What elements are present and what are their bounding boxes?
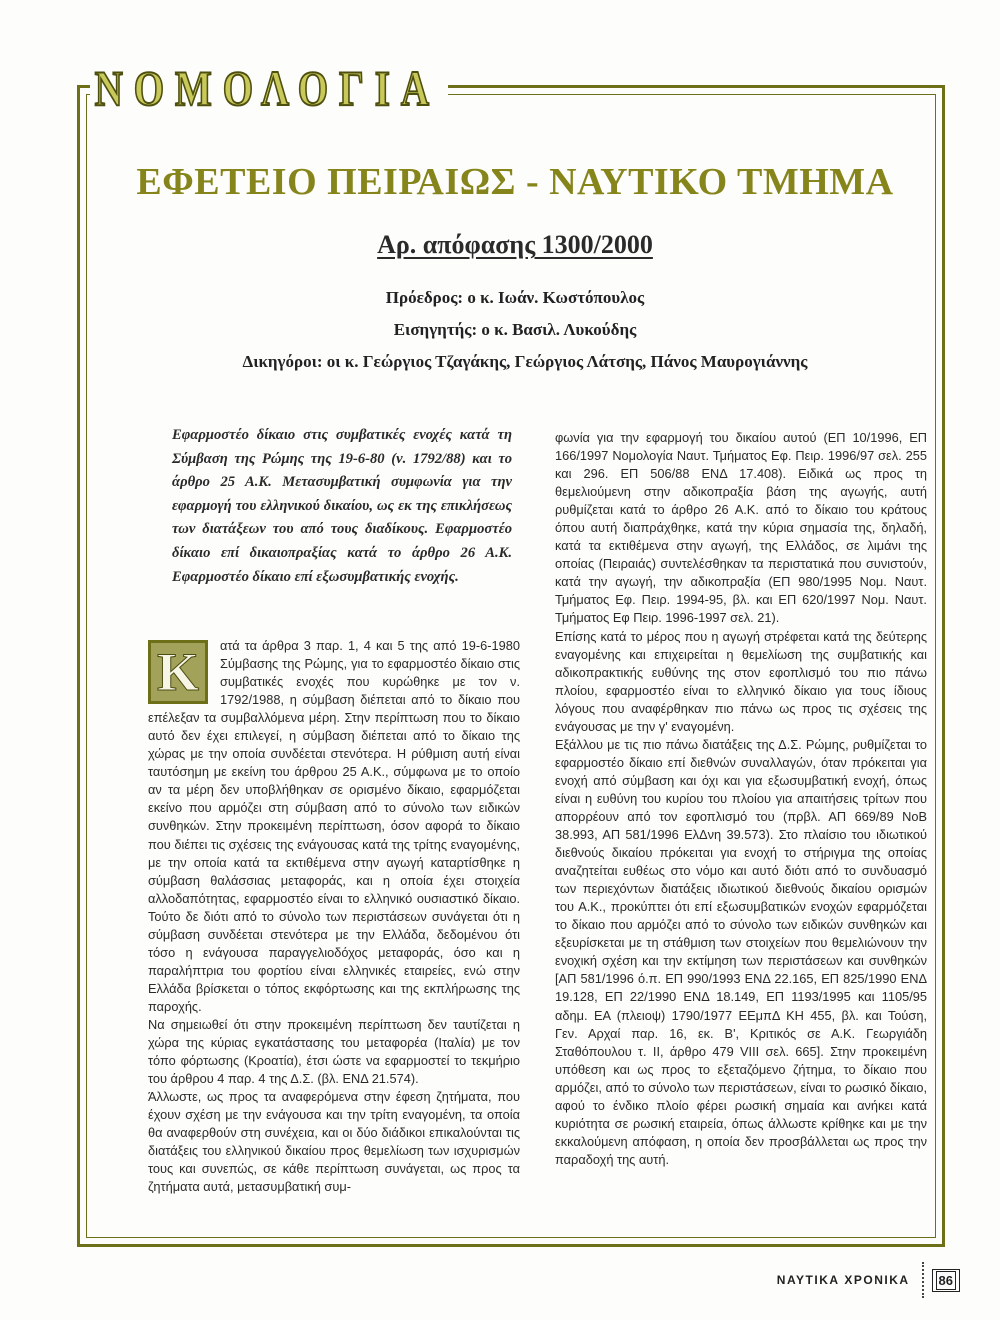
body-paragraph: Να σημειωθεί ότι στην προκειμένη περίπτωση δεν ταυτίζεται η χώρα της κύριας εγκατάστασης του μεταφορέα (Ιταλία) με τον τόπο φόρτωσης (Κροατία), έτσι ώστε να εφαρμοστεί το τεκμήριο του άρθρου 4 παρ. 4 της Δ.Σ. (βλ. ΕΝΔ 21.574).: [148, 1016, 520, 1087]
right-column: [555, 429, 927, 1169]
left-column: [148, 637, 520, 1196]
magazine-name: ΝΑΥΤΙΚΑ ΧΡΟΝΙΚΑ: [776, 1273, 910, 1287]
rapporteur-line: Εισηγητής: ο κ. Βασιλ. Λυκούδης: [393, 320, 637, 339]
court-composition: [100, 282, 930, 378]
body-paragraph: ατά τα άρθρα 3 παρ. 1, 4 και 5 της από 19-6-1980 Σύμβασης της Ρώμης, για το εφαρμοστέο δίκαιο στις συμβατικές ενοχές που κυρώθηκε με τον ν. 1792/1988, η σύμβαση διέπεται από το δίκαιο που επέλεξαν τα συμβαλλόμενα μέρη. Στην περίπτωση που το δίκαιο αυτό δεν έχει επιλεγεί, η σύμβαση διέπεται από το δίκαιο της χώρας με την οποία συνδέεται στενότερα. Η ρύθμιση αυτή είναι ταυτόσημη με εκείνη του άρθρου 25 Α.Κ., σύμφωνα με το οποίο αν τα μέρη δεν υποβλήθηκαν σε ορισμένο δίκαιο, εφαρμόζεται εκείνο που αρμόζει στη σύμβαση από το σύνολο των ειδικών συνθηκών. Στην προκειμένη περίπτωση, όσον αφορά το δίκαιο που διέπει τις σχέσεις της ενάγουσας κατά της τρίτης εναγομένης, με την οποία κατά τα εκτιθέμενα στην αγωγή καταρτίσθηκε η σύμβαση θαλάσσιας μεταφοράς, και η οποία έχει στοιχεία αλλοδαπότητας, εφαρμοστέο είναι το ελληνικό ουσιαστικό δίκαιο. Τούτο δε διότι από το σύνολο των περιστάσεων συνάγεται ότι η σύμβαση συνδέεται στενότερα με την Ελλάδα, δεδομένου ότι τόσο η ενάγουσα παραγγελιοδόχος μεταφοράς, όσο και η παραλήπτρια του φορτίου είναι ελληνικές εταιρείες, ενώ στην Ελλάδα βρίσκεται ο τόπος εκφόρτωσης και της εκπλήρωσης της παροχής.: [148, 638, 520, 1014]
court-title: ΕΦΕΤΕΙΟ ΠΕΙΡΑΙΩΣ - ΝΑΥΤΙΚΟ ΤΜΗΜΑ: [136, 161, 894, 203]
decision-number: Αρ. απόφασης 1300/2000: [377, 230, 653, 259]
body-paragraph: Επίσης κατά το μέρος που η αγωγή στρέφεται κατά της δεύτερης εναγομένης και επιχειρείται η θεμελίωση της συμβατικής και αδικοπρακτικής ευθύνης της στον εφοπλισμό του πιο πάνω πλοίου, εφαρμοστέο είναι το ελληνικό δίκαιο για τους ίδιους λόγους που αναφέρθηκαν πιο πάνω ως προς τις σχέσεις της ενάγουσας με την γ' εναγομένη.: [555, 628, 927, 734]
page-footer: [777, 1266, 960, 1294]
page-number-box: [932, 1269, 960, 1292]
body-paragraph: Άλλωστε, ως προς τα αναφερόμενα στην έφεση ζητήματα, που έχουν σχέση με την ενάγουσα και την τρίτη εναγομένη, τα οποία θα αναφερθούν στη συνέχεια, και οι δύο διάδικοι επικαλούνται τις διατάξεις του ελληνικού δικαίου προς θεμελίωση των ισχυρισμών τους και συνεπώς, σε κάθε περίπτωση συνάγεται, ως προς τα ζητήματα αυτά, μετασυμβατική συμ-: [148, 1089, 520, 1195]
section-title: ΝΟΜΟΛΟΓΙΑ: [90, 60, 448, 116]
lawyers-line: Δικηγόροι: οι κ. Γεώργιος Τζαγάκης, Γεώργιος Λάτσης, Πάνος Μαυρογιάννης: [242, 352, 808, 371]
headnote-summary: Εφαρμοστέο δίκαιο στις συμβατικές ενοχές κατά τη Σύμβαση της Ρώμης της 19-6-80 (ν. 1792/88) και το άρθρο 25 Α.Κ. Μετασυμβατική συμφωνία για την εφαρμογή του ελληνικού δικαίου, ως εκ της επικλήσεως των διατάξεων του από τους διαδίκους. Εφαρμοστέο δίκαιο επί δικαιοπραξίας κατά το άρθρο 26 Α.Κ. Εφαρμοστέο δίκαιο επί εξωσυμβατικής ενοχής.: [172, 427, 512, 585]
president-line: Πρόεδρος: ο κ. Ιωάν. Κωστόπουλος: [385, 288, 645, 307]
page-number: 86: [936, 1271, 956, 1290]
body-paragraph: φωνία για την εφαρμογή του δικαίου αυτού (ΕΠ 10/1996, ΕΠ 166/1997 Νομολογία Ναυτ. Τμήματος Εφ. Πειρ. 1996/97 σελ. 255 και 296. ΕΠ 506/88 ΕΝΔ 17.408). Ειδικά ως προς τη θεμελιούμενη στην αδικοπραξία βάση της αγωγής, αυτή ρυθμίζεται κατά το άρθρο 26 Α.Κ. από το δίκαιο του κράτους όπου αυτή διαπράχθηκε, κατά την κύρια σημασία της, δηλαδή, κατά τα εκτιθέμενα στην αγωγή, της Ελλάδος, σε λιμάνι της οποίας (Πειραιάς) συντελέσθηκαν τα περιστατικά που συνιστούν, κατά την αγωγή, την αδικοπραξία (ΕΠ 980/1995 Νομ. Ναυτ. Τμήματος Εφ. Πειρ. 1994-95, βλ. και ΕΠ 620/1997 Νομ. Ναυτ. Τμήματος Εφ Πειρ. 1996-1997 σελ. 21).: [555, 430, 927, 626]
drop-cap: Κ: [148, 640, 208, 704]
dotted-divider: [922, 1262, 924, 1298]
body-paragraph: Εξάλλου με τις πιο πάνω διατάξεις της Δ.Σ. Ρώμης, ρυθμίζεται το εφαρμοστέο δίκαιο επί διεθνών συναλλαγών, όταν πρόκειται για ενοχή από σύμβαση και όχι και για εξωσυμβατική ενοχή, όπως είναι η ευθύνη του κυρίου του πλοίου για απαιτήσεις τρίτων που απορρέουν από τον εφοπλισμό του (πρβλ. ΑΠ 669/89 ΝοΒ 38.993, ΑΠ 581/1996 ΕλΔνη 39.573). Στο πλαίσιο του ιδιωτικού διεθνούς δικαίου πρόκειται για ενοχή το στήριγμα της οποίας αναζητείται ευθέως στο νόμο και αυτό διότι από το συνδυασμό των περιεχόντων διατάξεις ιδιωτικού διεθνούς δικαίου ορισμών του Α.Κ., προκύπτει ότι επί εξωσυμβατικών ενοχών εφαρμόζεται το δίκαιο που αρμόζει από το σύνολο των ειδικών συνθηκών και εξευρίσκεται με τη στάθμιση των στοιχείων που θεμελιώνουν την ενοχική σχέση και την εκτίμηση των περιστάσεων και συνθηκών [ΑΠ 581/1996 ό.π. ΕΠ 990/1993 ΕΝΔ 22.165, ΕΠ 825/1990 ΕΝΔ 19.128, ΕΠ 22/1990 ΕΝΔ 18.149, ΕΠ 1193/1995 και 1105/95 αδημ. ΕΑ (πλειοψ) 1790/1977 ΕΕμπΔ ΚΗ 455, βλ. και Τούση, Γεν. Αρχαί παρ. 16, εκ. Β', Κριτικός σε Α.Κ. Γεωργιάδη Σταθόπουλου τ. ΙΙ, άρθρο 479 VIII σελ. 665]. Στην προκειμένη υπόθεση και ως προς το εξεταζόμενο ζήτημα, το δίκαιο που αρμόζει, από το σύνολο των περιστάσεων, είναι το ρωσικό δίκαιο, αφού το ένδικο πλοίο φέρει ρωσική σημαία και ανήκει κατά κυριότητα σε ρωσική εταιρεία, όπως άλλωστε κρίθηκε και με την εκκαλούμενη απόφαση, η οποία δεν προσβάλλεται ως προς την παραδοχή της αυτή.: [555, 736, 927, 1167]
